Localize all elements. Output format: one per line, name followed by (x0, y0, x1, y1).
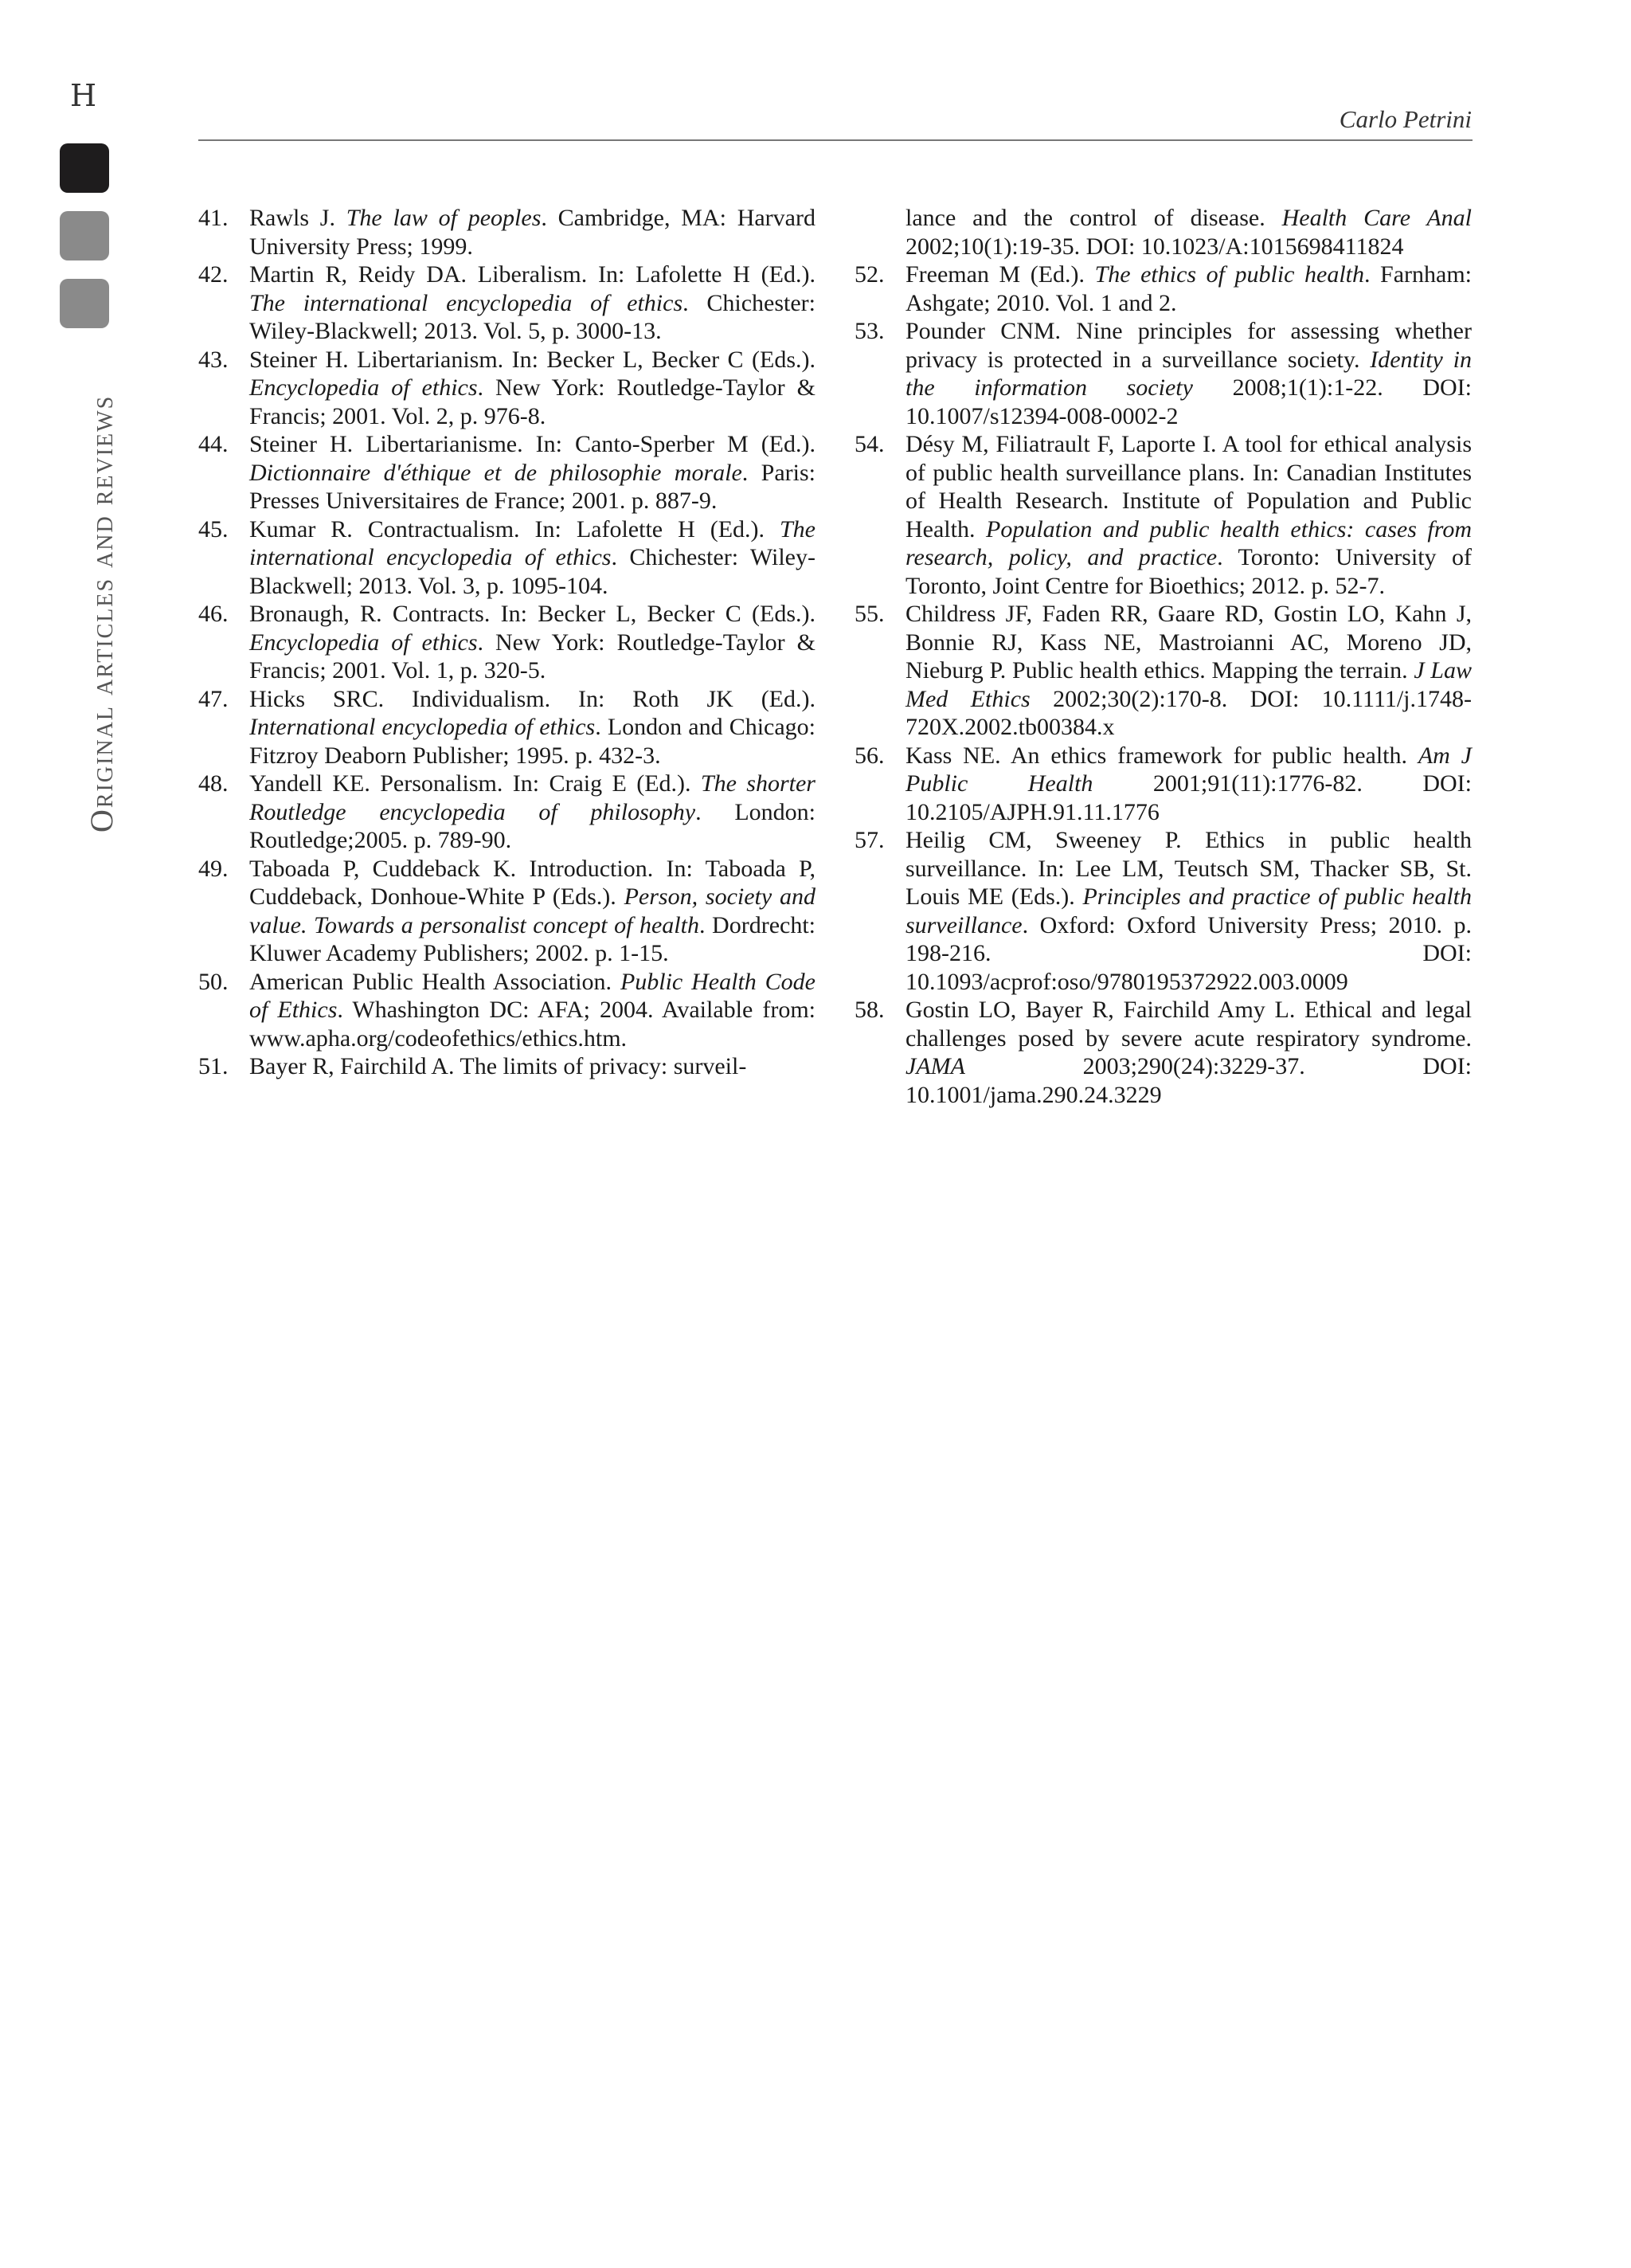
reference-number: 42. (198, 261, 229, 288)
reference-text-part: Hicks SRC. Individualism. In: Roth JK (Ed.). (249, 685, 816, 712)
reference-text (905, 742, 1472, 827)
reference-entry (855, 826, 1472, 996)
references-left-column (198, 204, 816, 1081)
reference-number: 48. (198, 770, 229, 797)
section-tab (60, 279, 109, 328)
reference-entry (198, 204, 816, 260)
reference-title-italic: International encyclopedia of ethics (249, 714, 596, 740)
reference-text-part: Kass NE. An ethics framework for public health. (905, 742, 1418, 769)
reference-title-italic: JAMA (905, 1053, 965, 1079)
reference-text-part: . New York: Routledge-Taylor & Francis; 2001. Vol. 2, p. 976-8. (249, 374, 816, 429)
reference-number: 49. (198, 855, 229, 882)
reference-text-part: Bronaugh, R. Contracts. In: Becker L, Becker C (Eds.). (249, 601, 816, 627)
section-letter: H (70, 78, 97, 113)
reference-text-part: Yandell KE. Personalism. In: Craig E (Ed.). (249, 770, 701, 797)
reference-entry (855, 204, 1472, 260)
reference-text-part: Freeman M (Ed.). (905, 261, 1095, 288)
reference-text (249, 430, 816, 515)
reference-text-part: Pounder CNM. Nine principles for assessing whether privacy is protected in a surveillance society. (905, 318, 1472, 373)
reference-number: 50. (198, 968, 229, 995)
reference-text-part: . Chichester: Wiley-Blackwell; 2013. Vol. 3, p. 1095-104. (249, 544, 816, 599)
reference-text-part: American Public Health Association. (249, 968, 620, 995)
reference-title-italic: Public Health Code of Ethics (249, 968, 816, 1023)
reference-text-part: Childress JF, Faden RR, Gaare RD, Gostin LO, Kahn J, Bonnie RJ, Kass NE, Mastroianni AC, Moreno JD, Nieburg P. Public health ethics. Mapping the terrain. (905, 601, 1472, 684)
reference-text-part: 2002;10(1):19-35. DOI: 10.1023/A:1015698411824 (905, 233, 1404, 260)
reference-text (905, 430, 1472, 600)
reference-text (249, 685, 816, 770)
reference-entry (198, 346, 816, 431)
reference-text-part: Rawls J. (249, 205, 346, 231)
reference-title-italic: The international encyclopedia of ethics (249, 289, 683, 316)
reference-title-italic: Health Care Anal (1281, 205, 1472, 231)
reference-title-italic: Encyclopedia of ethics (249, 374, 478, 401)
reference-entry (198, 1052, 816, 1081)
reference-title-italic: The international encyclopedia of ethics (249, 515, 816, 570)
reference-entry (198, 600, 816, 685)
reference-number: 58. (855, 997, 885, 1023)
reference-entry (198, 770, 816, 855)
reference-text-part: . Dordrecht: Kluwer Academy Publishers; 2002. p. 1-15. (249, 911, 816, 966)
reference-title-italic: Person, society and value. Towards a personalist concept of health (249, 883, 816, 938)
reference-text-part: . Whashington DC: AFA; 2004. Available from: www.apha.org/codeofethics/ethics.htm. (249, 997, 816, 1052)
section-tab (60, 211, 109, 260)
reference-text (905, 260, 1472, 317)
reference-text-part: . London: Routledge;2005. p. 789-90. (249, 798, 816, 853)
reference-text-part: lance and the control of disease. (905, 205, 1282, 231)
reference-text-part: Désy M, Filiatrault F, Laporte I. A tool for ethical analysis of public health surveillance plans. In: Canadian Institutes of Health Research. Institute of Population and Public Health. (905, 431, 1472, 543)
reference-text-part: 2001;91(11):1776-82. DOI: 10.2105/AJPH.91.11.1776 (905, 770, 1473, 825)
reference-title-italic: Principles and practice of public health surveillance (905, 883, 1472, 938)
reference-text (905, 826, 1472, 996)
reference-text-part: Taboada P, Cuddeback K. Introduction. In: Taboada P, Cuddeback, Donhoue-White P (Eds.). (249, 855, 816, 910)
reference-entry (855, 430, 1472, 600)
reference-entry (855, 742, 1472, 827)
reference-text-part: . Cambridge, MA: Harvard University Press; 1999. (249, 205, 816, 260)
reference-text-part: Martin R, Reidy DA. Liberalism. In: Lafolette H (Ed.). (249, 261, 816, 288)
reference-text-part: Heilig CM, Sweeney P. Ethics in public health surveillance. In: Lee LM, Teutsch SM, Thacker SB, St. Louis ME (Eds.). (905, 827, 1472, 910)
reference-text (249, 968, 816, 1053)
reference-title-italic: The ethics of public health (1094, 261, 1364, 288)
reference-entry (855, 600, 1472, 742)
reference-number: 47. (198, 685, 229, 712)
reference-entry (855, 260, 1472, 317)
reference-text-part: 2003;290(24):3229-37. DOI: 10.1001/jama.290.24.3229 (905, 1053, 1472, 1108)
reference-text (249, 1052, 816, 1081)
reference-text-part: . Chichester: Wiley-Blackwell; 2013. Vol. 5, p. 3000-13. (249, 289, 816, 344)
reference-text (249, 600, 816, 685)
reference-entry (198, 515, 816, 601)
section-side-label: Original articles and reviews (84, 394, 119, 832)
reference-text-part: . Paris: Presses Universitaires de France; 2001. p. 887-9. (249, 459, 816, 514)
reference-text (905, 600, 1472, 742)
reference-number: 57. (855, 827, 885, 853)
running-head-author: Carlo Petrini (1339, 105, 1472, 133)
reference-number: 46. (198, 601, 229, 627)
reference-title-italic: Am J Public Health (905, 742, 1472, 797)
section-tab-active (60, 143, 109, 193)
reference-entry (198, 260, 816, 346)
reference-text (249, 204, 816, 260)
reference-number: 53. (855, 318, 885, 344)
reference-title-italic: The shorter Routledge encyclopedia of philosophy (249, 770, 816, 825)
reference-text (855, 204, 1472, 260)
reference-text (249, 770, 816, 855)
reference-text (249, 346, 816, 431)
header-rule (198, 139, 1473, 141)
reference-title-italic: J Law Med Ethics (905, 657, 1473, 712)
reference-entry (198, 430, 816, 515)
reference-title-italic: The law of peoples (346, 205, 542, 231)
reference-number: 43. (198, 346, 229, 373)
reference-number: 54. (855, 431, 885, 457)
reference-number: 41. (198, 205, 229, 231)
reference-number: 45. (198, 515, 229, 543)
reference-text (249, 515, 816, 601)
reference-text-part: . Toronto: University of Toronto, Joint Centre for Bioethics; 2012. p. 52-7. (905, 544, 1472, 599)
reference-entry (855, 317, 1472, 430)
reference-text-part: Bayer R, Fairchild A. The limits of privacy: surveil- (249, 1053, 747, 1079)
reference-entry (198, 968, 816, 1053)
reference-number: 55. (855, 601, 885, 627)
reference-text (249, 260, 816, 346)
references-right-column (855, 204, 1472, 1109)
reference-title-italic: Dictionnaire d'éthique et de philosophie morale (249, 459, 742, 486)
reference-text-part: 2002;30(2):170-8. DOI: 10.1111/j.1748-720X.2002.tb00384.x (905, 685, 1472, 740)
reference-entry (198, 855, 816, 968)
reference-text-part: . Oxford: Oxford University Press; 2010. p. 198-216. DOI: 10.1093/acprof:oso/9780195372922.003.0009 (905, 911, 1472, 995)
reference-number: 52. (855, 261, 885, 288)
reference-number: 44. (198, 431, 229, 457)
reference-title-italic: Identity in the information society (905, 346, 1472, 401)
reference-text (905, 317, 1472, 430)
reference-number: 56. (855, 742, 885, 769)
reference-text-part: . Farnham: Ashgate; 2010. Vol. 1 and 2. (905, 261, 1473, 316)
reference-number: 51. (198, 1053, 229, 1079)
reference-text-part: Kumar R. Contractualism. In: Lafolette H (Ed.). (249, 515, 780, 543)
reference-text-part: Gostin LO, Bayer R, Fairchild Amy L. Ethical and legal challenges posed by severe acute respiratory syndrome. (905, 997, 1472, 1052)
reference-text-part: . London and Chicago: Fitzroy Deaborn Publisher; 1995. p. 432-3. (249, 714, 816, 769)
reference-entry (198, 685, 816, 770)
reference-title-italic: Population and public health ethics: cases from research, policy, and practice (905, 515, 1472, 570)
reference-text-part: Steiner H. Libertarianism. In: Becker L, Becker C (Eds.). (249, 346, 816, 373)
reference-text (905, 996, 1472, 1109)
reference-title-italic: Encyclopedia of ethics (249, 629, 478, 656)
reference-text-part: Steiner H. Libertarianisme. In: Canto-Sperber M (Ed.). (249, 431, 816, 457)
reference-text-part: . New York: Routledge-Taylor & Francis; 2001. Vol. 1, p. 320-5. (249, 629, 816, 684)
reference-text (249, 855, 816, 968)
reference-text-part: 2008;1(1):1-22. DOI: 10.1007/s12394-008-0002-2 (905, 374, 1473, 429)
reference-entry (855, 996, 1472, 1109)
